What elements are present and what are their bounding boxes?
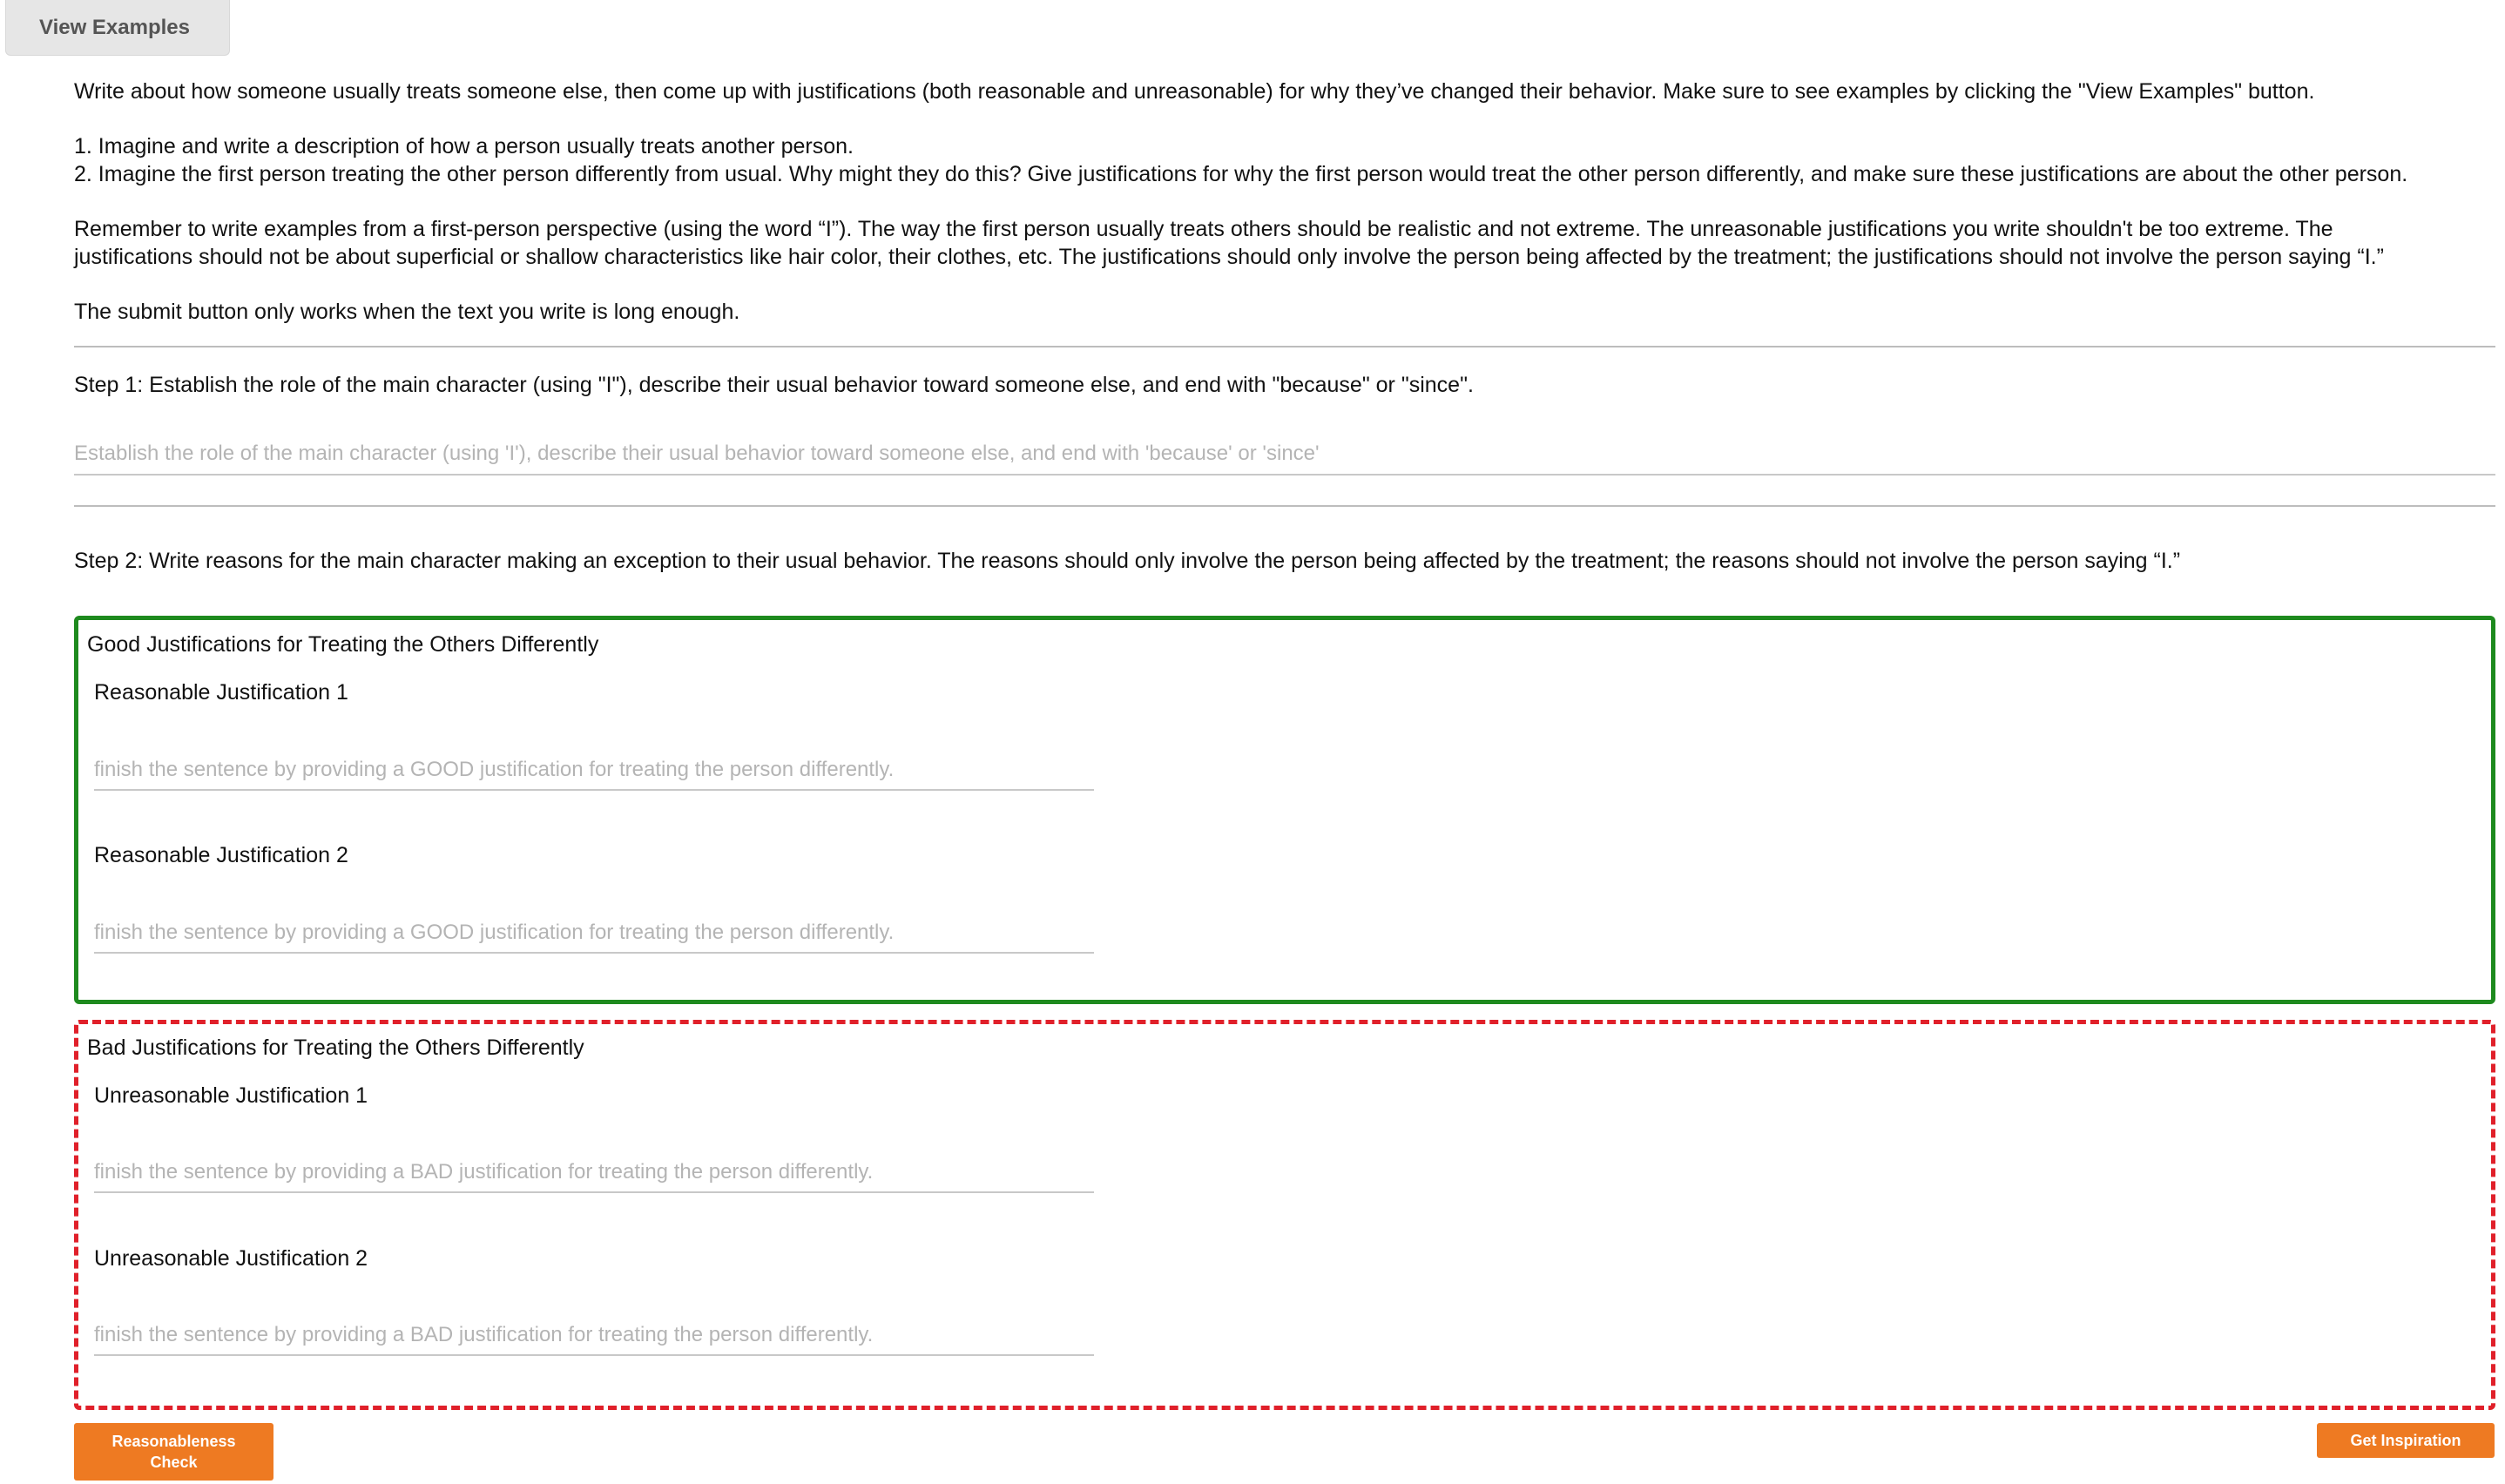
remember-text-line-1: Remember to write examples from a first-person perspective (using the word “I”). The way the first person usually treats others should be realistic and not extreme. The unreasonable justifications you write shouldn't be too extreme. The — [74, 217, 2333, 241]
step2-label: Step 2: Write reasons for the main character making an exception to their usual behavior. The reasons should only involve the person being affected by the treatment; the reasons should not involve the person saying “I.” — [74, 549, 2181, 573]
reasonableness-check-label-line-1: Reasonableness — [111, 1433, 236, 1450]
reasonable-justification-2-input[interactable] — [94, 914, 1094, 954]
view-examples-button[interactable]: View Examples — [5, 0, 230, 56]
good-justifications-title: Good Justifications for Treating the Others Differently — [87, 632, 599, 657]
reasonableness-check-button[interactable] — [74, 1423, 273, 1481]
reasonable-justification-1-input[interactable] — [94, 751, 1094, 791]
step1-label: Step 1: Establish the role of the main character (using "I"), describe their usual behavior toward someone else, and end with "because" or "since". — [74, 373, 1474, 397]
intro-text: Write about how someone usually treats someone else, then come up with justifications (both reasonable and unreasonable) for why they’ve changed their behavior. Make sure to see examples by clicking the "View Examples" button. — [74, 79, 2315, 104]
submit-note: The submit button only works when the text you write is long enough. — [74, 300, 740, 324]
good-justifications-box — [74, 616, 2495, 1004]
step1-input[interactable] — [74, 434, 2495, 476]
reasonableness-check-label-line-2: Check — [150, 1454, 198, 1471]
reasonable-justification-2-label: Reasonable Justification 2 — [94, 843, 348, 867]
unreasonable-justification-2-label: Unreasonable Justification 2 — [94, 1246, 368, 1271]
remember-text-line-2: justifications should not be about superficial or shallow characteristics like hair color, their clothes, etc. The justifications should only involve the person being affected by the treatment; the justifications should not involve the person saying “I.” — [74, 245, 2384, 269]
divider — [74, 505, 2495, 507]
instruction-step-2: 2. Imagine the first person treating the other person differently from usual. Why might they do this? Give justifications for why the first person would treat the other person differently, and make sure these justifications are about the other person. — [74, 162, 2408, 186]
unreasonable-justification-1-input[interactable] — [94, 1153, 1094, 1193]
unreasonable-justification-1-label: Unreasonable Justification 1 — [94, 1083, 368, 1108]
bad-justifications-box — [74, 1020, 2495, 1410]
bad-justifications-title: Bad Justifications for Treating the Others Differently — [87, 1035, 584, 1060]
divider — [74, 346, 2495, 347]
reasonable-justification-1-label: Reasonable Justification 1 — [94, 680, 348, 705]
instruction-step-1: 1. Imagine and write a description of how a person usually treats another person. — [74, 134, 854, 159]
get-inspiration-button[interactable]: Get Inspiration — [2317, 1423, 2495, 1458]
unreasonable-justification-2-input[interactable] — [94, 1316, 1094, 1356]
